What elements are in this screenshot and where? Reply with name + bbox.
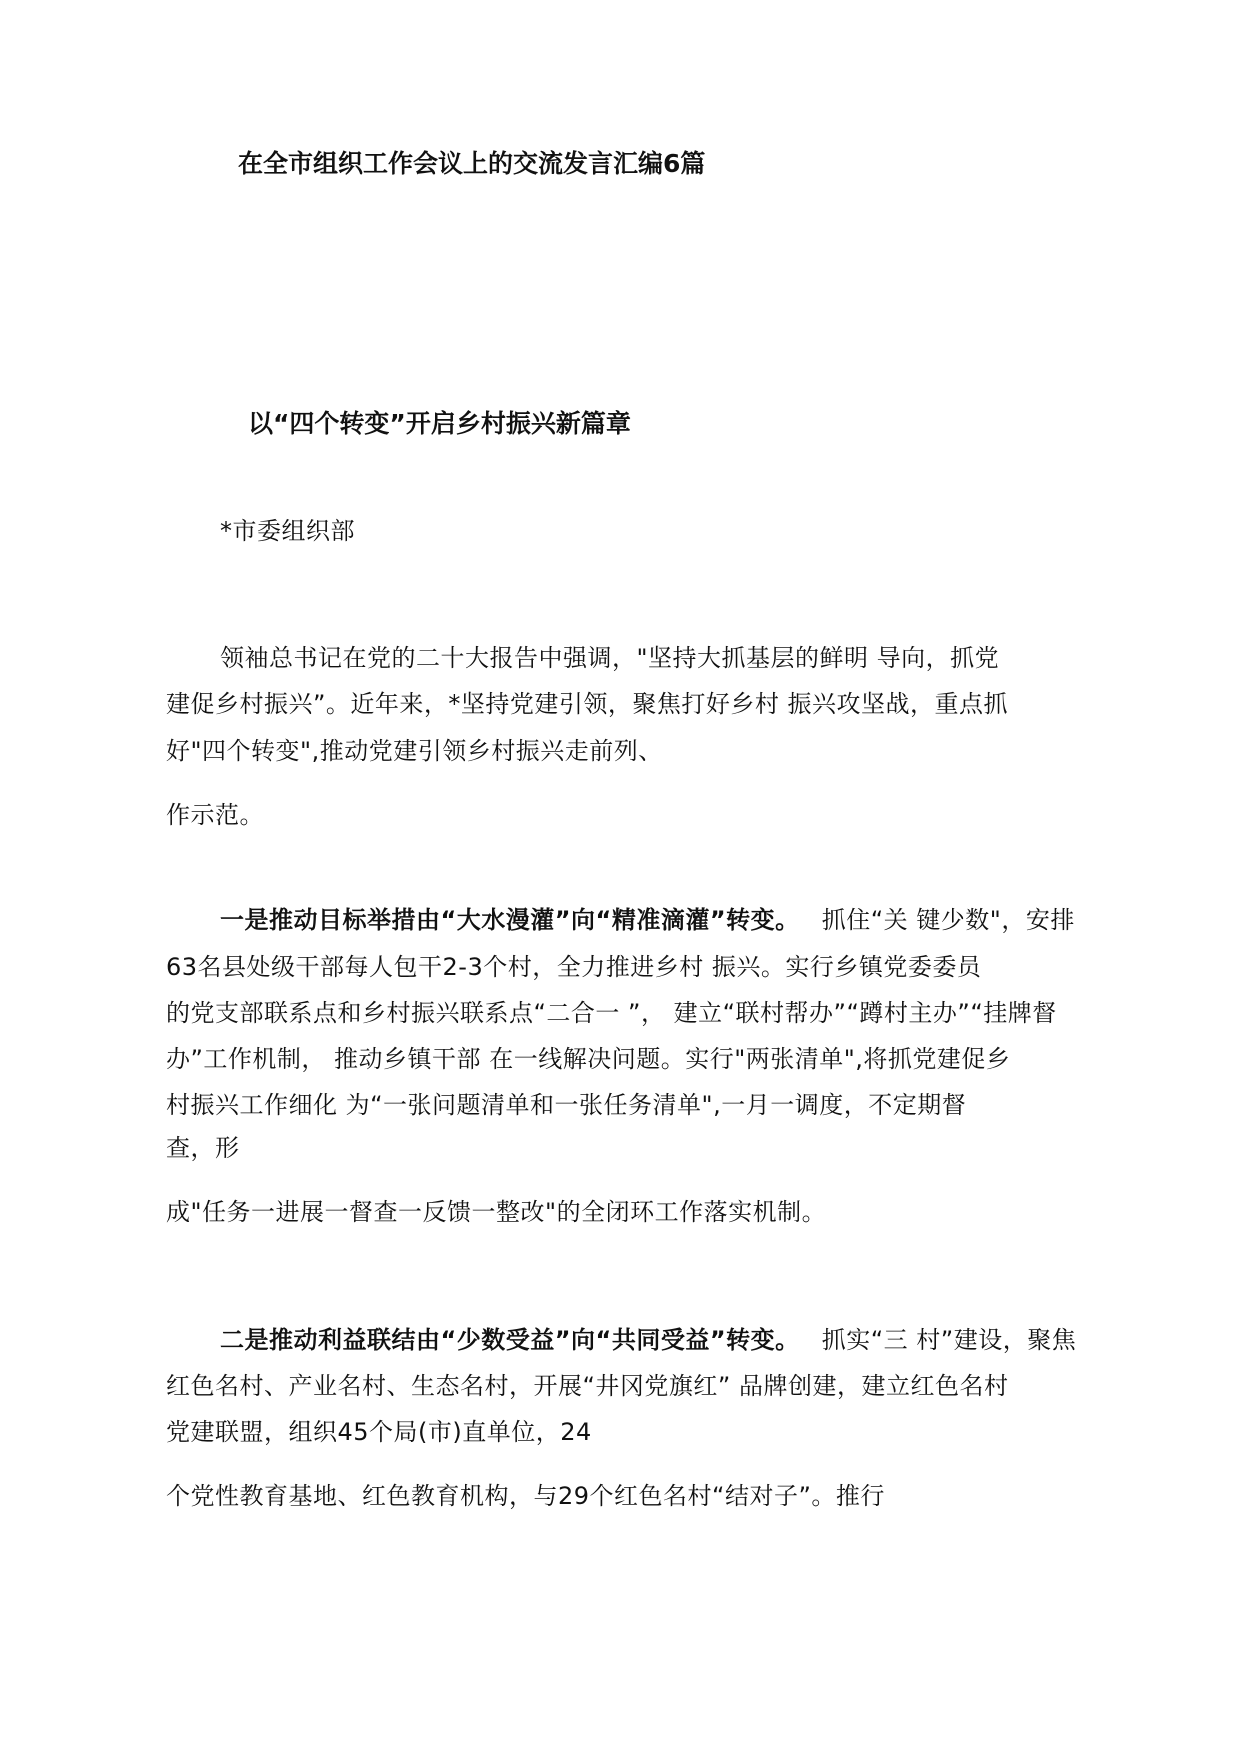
section-heading: 一是推动目标举措由“大水漫灌”向“精准滴灌”转变。	[220, 906, 800, 934]
paragraph-line: 党建联盟，组织45个局(市)直单位，24	[166, 1418, 592, 1446]
article-title: 以“四个转变”开启乡村振兴新篇章	[248, 409, 631, 438]
paragraph-line: 63名县处级干部每人包干2-3个村，全力推进乡村 振兴。实行乡镇党委委员	[166, 953, 982, 981]
paragraph-line	[220, 1320, 1076, 1355]
paragraph-line: 红色名村、产业名村、生态名村，开展“井冈党旗红” 品牌创建，建立红色名村	[166, 1372, 1009, 1400]
paragraph-line: 办”工作机制， 推动乡镇干部 在一线解决问题。实行"两张清单",将抓党建促乡	[166, 1045, 1011, 1073]
paragraph-line: 村振兴工作细化 为“一张问题清单和一张任务清单",一月一调度，不定期督	[166, 1091, 967, 1119]
paragraph-line	[220, 900, 1075, 935]
section-text: 抓实“三 村”建设，聚焦	[821, 1326, 1077, 1354]
paragraph-line: 建促乡村振兴”。近年来，*坚持党建引领，聚焦打好乡村 振兴攻坚战，重点抓	[166, 690, 1009, 718]
section-heading: 二是推动利益联结由“少数受益”向“共同受益”转变。	[220, 1326, 800, 1354]
paragraph-line: 作示范。	[166, 801, 264, 829]
paragraph-line: 好"四个转变",推动党建引领乡村振兴走前列、	[166, 737, 663, 765]
author-line: *市委组织部	[220, 517, 355, 545]
main-title: 在全市组织工作会议上的交流发言汇编6篇	[238, 149, 706, 178]
section-text: 抓住“关 键少数"，安排	[821, 906, 1075, 934]
paragraph-line: 的党支部联系点和乡村振兴联系点“二合一 ”， 建立“联村帮办”“蹲村主办”“挂牌督	[166, 999, 1057, 1027]
paragraph-line: 成"任务一进展一督查一反馈一整改"的全闭环工作落实机制。	[166, 1198, 827, 1226]
paragraph-line: 领袖总书记在党的二十大报告中强调，"坚持大抓基层的鲜明 导向，抓党	[220, 644, 1000, 672]
paragraph-line: 个党性教育基地、红色教育机构，与29个红色名村“结对子”。推行	[166, 1482, 885, 1510]
paragraph-line: 查，形	[166, 1134, 240, 1162]
